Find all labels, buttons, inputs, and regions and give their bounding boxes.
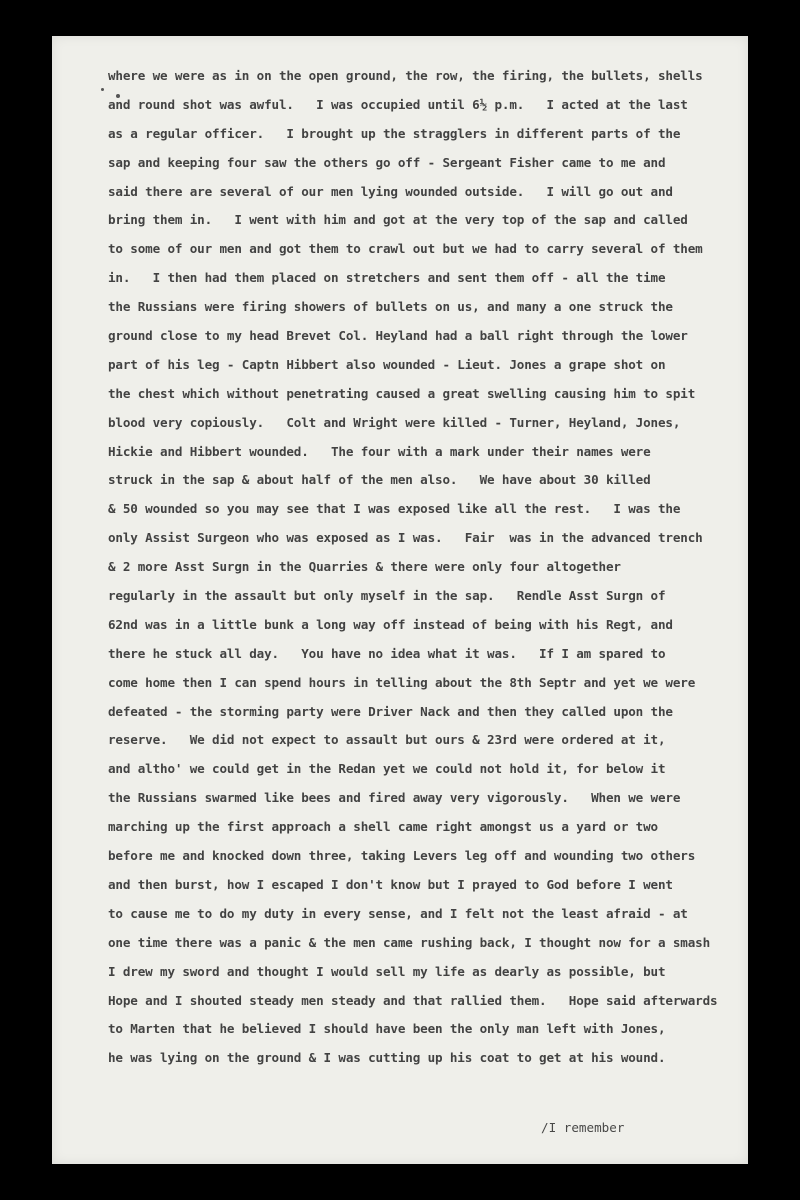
text-line: before me and knocked down three, taking Levers leg off and wounding two others xyxy=(108,848,696,864)
text-line: & 50 wounded so you may see that I was exposed like all the rest. I was the xyxy=(108,501,681,517)
text-line: defeated - the storming party were Driver Nack and then they called upon the xyxy=(108,703,673,719)
text-line: struck in the sap & about half of the men also. We have about 30 killed xyxy=(108,472,651,488)
text-line: where we were as in on the open ground, the row, the firing, the bullets, shells xyxy=(108,68,703,83)
text-line: part of his leg - Captn Hibbert also wounded - Lieut. Jones a grape shot on xyxy=(108,356,666,372)
text-line: 62nd was in a little bunk a long way off instead of being with his Regt, and xyxy=(108,616,673,632)
catchword: /I remember xyxy=(541,1120,625,1135)
stray-mark xyxy=(101,88,104,91)
text-line: as a regular officer. I brought up the stragglers in different parts of the xyxy=(108,125,681,141)
text-line: and altho' we could get in the Redan yet we could not hold it, for below it xyxy=(108,761,666,777)
text-line: to cause me to do my duty in every sense, and I felt not the least afraid - at xyxy=(108,905,688,921)
text-line: reserve. We did not expect to assault but ours & 23rd were ordered at it, xyxy=(108,732,666,748)
text-line: he was lying on the ground & I was cutting up his coat to get at his wound. xyxy=(108,1050,666,1066)
text-line: I drew my sword and thought I would sell my life as dearly as possible, but xyxy=(108,963,666,979)
text-line: to Marten that he believed I should have been the only man left with Jones, xyxy=(108,1021,666,1037)
text-line: one time there was a panic & the men came rushing back, I thought now for a smash xyxy=(108,934,710,950)
text-line: and round shot was awful. I was occupied until 6½ p.m. I acted at the last xyxy=(108,96,688,112)
text-line: the Russians were firing showers of bullets on us, and many a one struck the xyxy=(108,299,673,315)
text-line: Hope and I shouted steady men steady and that rallied them. Hope said afterwards xyxy=(108,992,718,1008)
text-line: the chest which without penetrating caused a great swelling causing him to spit xyxy=(108,385,696,401)
text-line: only Assist Surgeon who was exposed as I was. Fair was in the advanced trench xyxy=(108,530,703,546)
text-line: marching up the first approach a shell came right amongst us a yard or two xyxy=(108,819,658,835)
text-line: ground close to my head Brevet Col. Heyland had a ball right through the lower xyxy=(108,328,688,344)
text-line: blood very copiously. Colt and Wright were killed - Turner, Heyland, Jones, xyxy=(108,414,681,430)
text-line: to some of our men and got them to crawl out but we had to carry several of them xyxy=(108,241,703,257)
text-line: bring them in. I went with him and got at the very top of the sap and called xyxy=(108,212,688,228)
text-line: & 2 more Asst Surgn in the Quarries & there were only four altogether xyxy=(108,559,621,575)
typed-letter-body xyxy=(108,62,718,1073)
text-line: in. I then had them placed on stretchers and sent them off - all the time xyxy=(108,270,666,286)
text-line: the Russians swarmed like bees and fired away very vigorously. When we were xyxy=(108,790,681,806)
text-line: there he stuck all day. You have no idea what it was. If I am spared to xyxy=(108,645,666,661)
text-line: Hickie and Hibbert wounded. The four with a mark under their names were xyxy=(108,443,651,459)
text-line: sap and keeping four saw the others go off - Sergeant Fisher came to me and xyxy=(108,154,666,170)
text-line: and then burst, how I escaped I don't know but I prayed to God before I went xyxy=(108,876,673,892)
text-line: regularly in the assault but only myself in the sap. Rendle Asst Surgn of xyxy=(108,588,666,604)
text-line: said there are several of our men lying wounded outside. I will go out and xyxy=(108,183,673,199)
text-line: come home then I can spend hours in telling about the 8th Septr and yet we were xyxy=(108,674,696,690)
